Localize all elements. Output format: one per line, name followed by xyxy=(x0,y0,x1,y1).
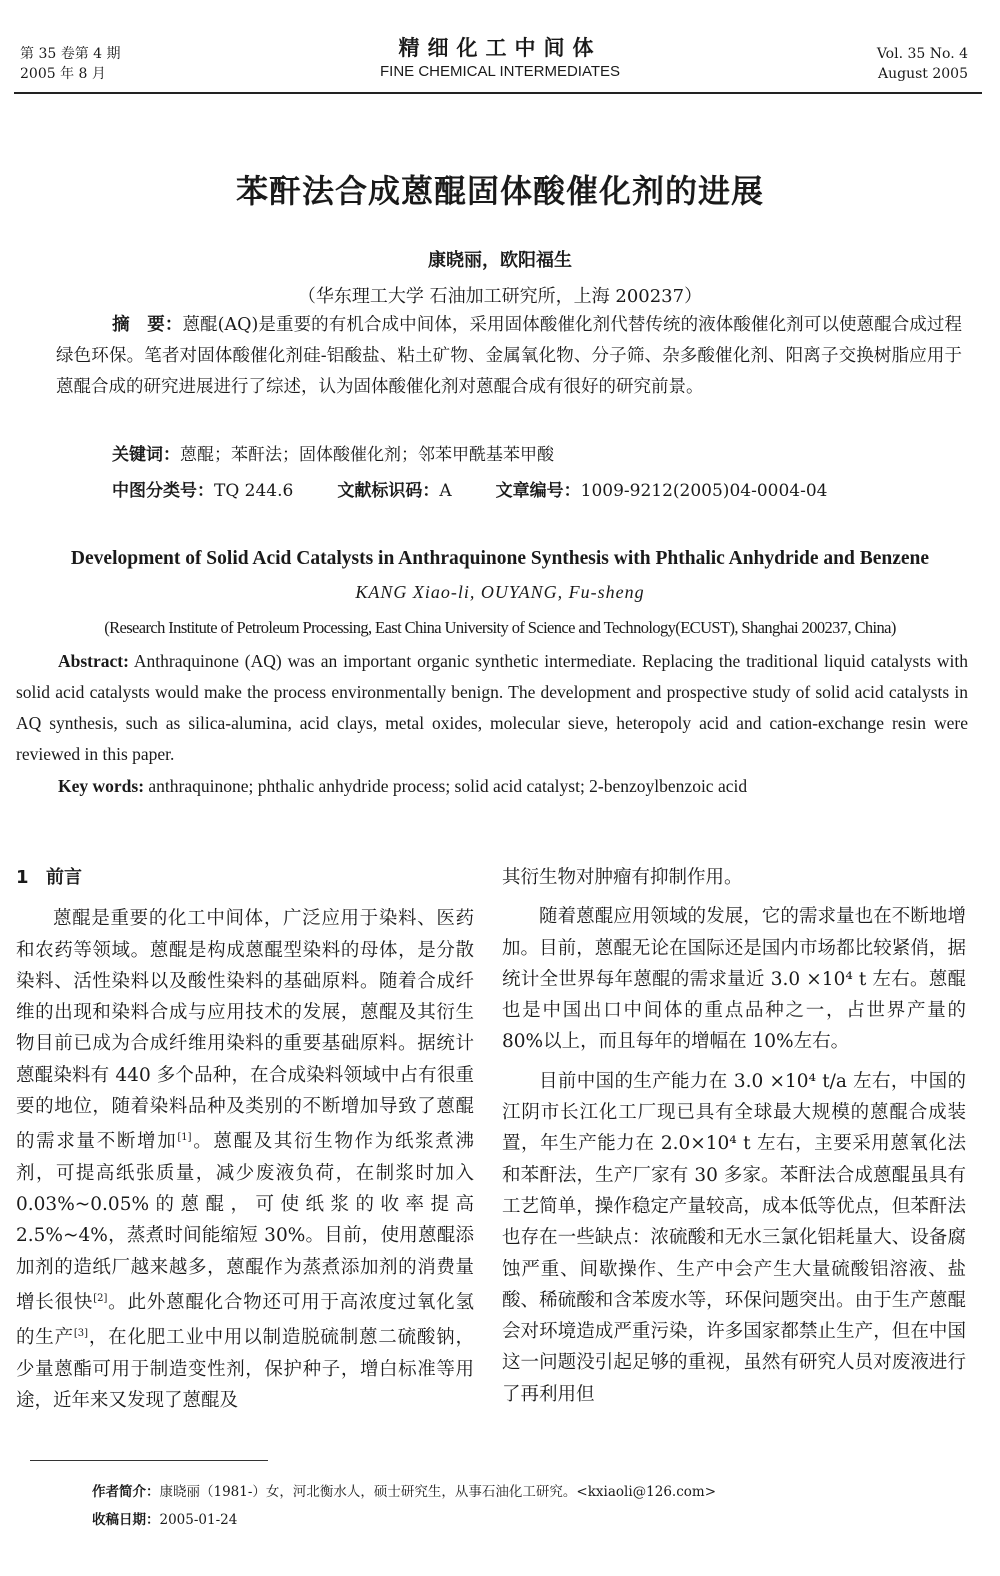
citation-2: [2] xyxy=(93,1293,108,1305)
footnote-received-text: 2005-01-24 xyxy=(159,1512,238,1528)
journal-name xyxy=(0,34,1000,82)
header-date-cn: 2005 年 8 月 xyxy=(20,66,106,82)
section-title: 前言 xyxy=(46,867,82,888)
header-volume-en: Vol. 35 No. 4 xyxy=(876,46,968,62)
footnote-received-label: 收稿日期： xyxy=(92,1512,160,1528)
keywords-en xyxy=(58,776,968,797)
citation-1: [1] xyxy=(177,1132,192,1144)
paragraph-1-text-c: 。此外蒽醌化合物还可用于高浓度过氧化氢的生产 xyxy=(16,1292,474,1349)
abstract-en-text: Anthraquinone (AQ) was an important organic synthetic intermediate. Replacing the traditional liquid catalysts with solid acid catalysts would make the process environmentally benign. The development and prospective study of solid acid catalysts in AQ synthesis, such as silica-alumina, acid clays, metal oxides, molecular sieve, heteropoly acid and cation-exchange resin were reviewed in this paper. xyxy=(16,651,968,764)
english-authors: KANG Xiao-li, OUYANG, Fu-sheng xyxy=(355,582,645,602)
paragraph-3: 目前中国的生产能力在 3.0 ×10⁴ t/a 左右，中国的江阴市长江化工厂现已具有全球最大规模的蒽醌合成装置，年生产能力在 2.0×10⁴ t 左右，主要采用蒽氧化法和苯酐法，生产厂家有 30 多家。苯酐法合成蒽醌虽具有工艺简单，操作稳定产量较高，成本低等优点，但苯酐法也存在一些缺点：浓硫酸和无水三氯化铝耗量大、设备腐蚀严重、间歇操作、生产中会产生大量硫酸铝溶液、盐酸、稀硫酸和含苯废水等，环保问题突出。由于生产蒽醌会对环境造成严重污染，许多国家都禁止生产，但在中国这一问题没引起足够的重视，虽然有研究人员对废液进行了再利用但 xyxy=(502,1070,966,1405)
english-title: Development of Solid Acid Catalysts in Anthraquinone Synthesis with Phthalic Anhydride and Benzene xyxy=(70,548,930,569)
english-affiliation: (Research Institute of Petroleum Processing, East China University of Science and Technology(ECUST), Shanghai 200237, China) xyxy=(104,618,896,637)
classification-line xyxy=(112,476,962,501)
keywords-cn-label: 关键词： xyxy=(112,445,180,465)
section-heading xyxy=(16,862,474,893)
paragraph-1-text-d: ，在化肥工业中用以制造脱硫制蒽二硫酸钠，少量蒽酯可用于制造变性剂，保护种子，增白标准等用途，近年来又发现了蒽醌及 xyxy=(16,1327,474,1412)
footnote-received xyxy=(92,1508,237,1528)
footnote-author-text: 康晓丽（1981-）女，河北衡水人，硕士研究生，从事石油化工研究。<kxiaoli@126.com> xyxy=(159,1484,717,1500)
paper-title: 苯酐法合成蒽醌固体酸催化剂的进展 xyxy=(235,172,764,210)
citation-3: [3] xyxy=(73,1328,89,1340)
keywords-en-label: Key words: xyxy=(58,776,145,796)
footnote-author-label: 作者简介： xyxy=(92,1484,160,1500)
abstract-en xyxy=(16,646,968,770)
doc-code-value: A xyxy=(439,481,452,501)
header-date-en: August 2005 xyxy=(878,66,968,82)
header-divider xyxy=(14,92,982,94)
journal-name-cn: 精细化工中间体 xyxy=(398,36,602,60)
header-issue-en xyxy=(877,44,968,84)
paragraph-2: 随着蒽醌应用领域的发展，它的需求量也在不断地增加。目前，蒽醌无论在国际还是国内市场都比较紧俏，据统计全世界每年蒽醌的需求量近 3.0 ×10⁴ t 左右。蒽醌也是中国出口中间体的重点品种之一，占世界产量的 80%以上，而且每年的增幅在 10%左右。 xyxy=(502,906,966,1053)
abstract-en-label: Abstract: xyxy=(58,651,129,671)
article-number-label: 文章编号： xyxy=(495,481,581,501)
doc-code-label: 文献标识码： xyxy=(337,481,440,501)
body-column-left xyxy=(16,862,474,1417)
clc-label: 中图分类号： xyxy=(112,481,214,501)
keywords-cn xyxy=(112,440,962,465)
section-number: 1 xyxy=(16,867,29,888)
abstract-cn xyxy=(56,310,962,403)
clc-value: TQ 244.6 xyxy=(214,481,294,501)
abstract-cn-text: 蒽醌(AQ)是重要的有机合成中间体，采用固体酸催化剂代替传统的液体酸催化剂可以使蒽醌合成过程绿色环保。笔者对固体酸催化剂硅-铝酸盐、粘土矿物、金属氧化物、分子筛、杂多酸催化剂、阳离子交换树脂应用于蒽醌合成的研究进展进行了综述，认为固体酸催化剂对蒽醌合成有很好的研究前景。 xyxy=(56,315,963,397)
paragraph-1-text-b: 。蒽醌及其衍生物作为纸浆煮沸剂，可提高纸张质量，减少废液负荷，在制浆时加入 0.03%~0.05%的蒽醌，可使纸浆的收率提高 2.5%~4%，蒸煮时间能缩短 30%。目前，使用蒽醌添加剂的造纸厂越来越多，蒽醌作为蒸煮添加剂的消费量增长很快 xyxy=(16,1131,474,1314)
paper-authors: 康晓丽，欧阳福生 xyxy=(428,250,572,271)
paragraph-1-continued: 其衍生物对肿瘤有抑制作用。 xyxy=(502,867,743,888)
footnote-author xyxy=(92,1480,716,1500)
paper-affiliation: （华东理工大学 石油加工研究所，上海 200237） xyxy=(297,286,703,307)
body-column-right xyxy=(502,862,966,1410)
journal-name-en: FINE CHEMICAL INTERMEDIATES xyxy=(379,63,621,80)
footnote-divider xyxy=(30,1460,268,1461)
paragraph-1 xyxy=(16,903,474,1416)
paragraph-1-text-a: 蒽醌是重要的化工中间体，广泛应用于染料、医药和农药等领域。蒽醌是构成蒽醌型染料的母体，是分散染料、活性染料以及酸性染料的基础原料。随着合成纤维的出现和染料合成与应用技术的发展，蒽醌及其衍生物目前已成为合成纤维用染料的重要基础原料。据统计蒽醌染料有 440 多个品种，在合成染料领域中占有很重要的地位，随着染料品种及类别的不断增加导致了蒽醌的需求量不断增加 xyxy=(16,908,474,1153)
article-number-value: 1009-9212(2005)04-0004-04 xyxy=(580,481,828,501)
keywords-cn-text: 蒽醌；苯酐法；固体酸催化剂；邻苯甲酰基苯甲酸 xyxy=(180,445,554,465)
keywords-en-text: anthraquinone; phthalic anhydride process; solid acid catalyst; 2-benzoylbenzoic acid xyxy=(148,776,748,796)
abstract-cn-label: 摘 要： xyxy=(112,315,183,335)
header-volume: 第 35 卷第 4 期 xyxy=(20,46,121,62)
